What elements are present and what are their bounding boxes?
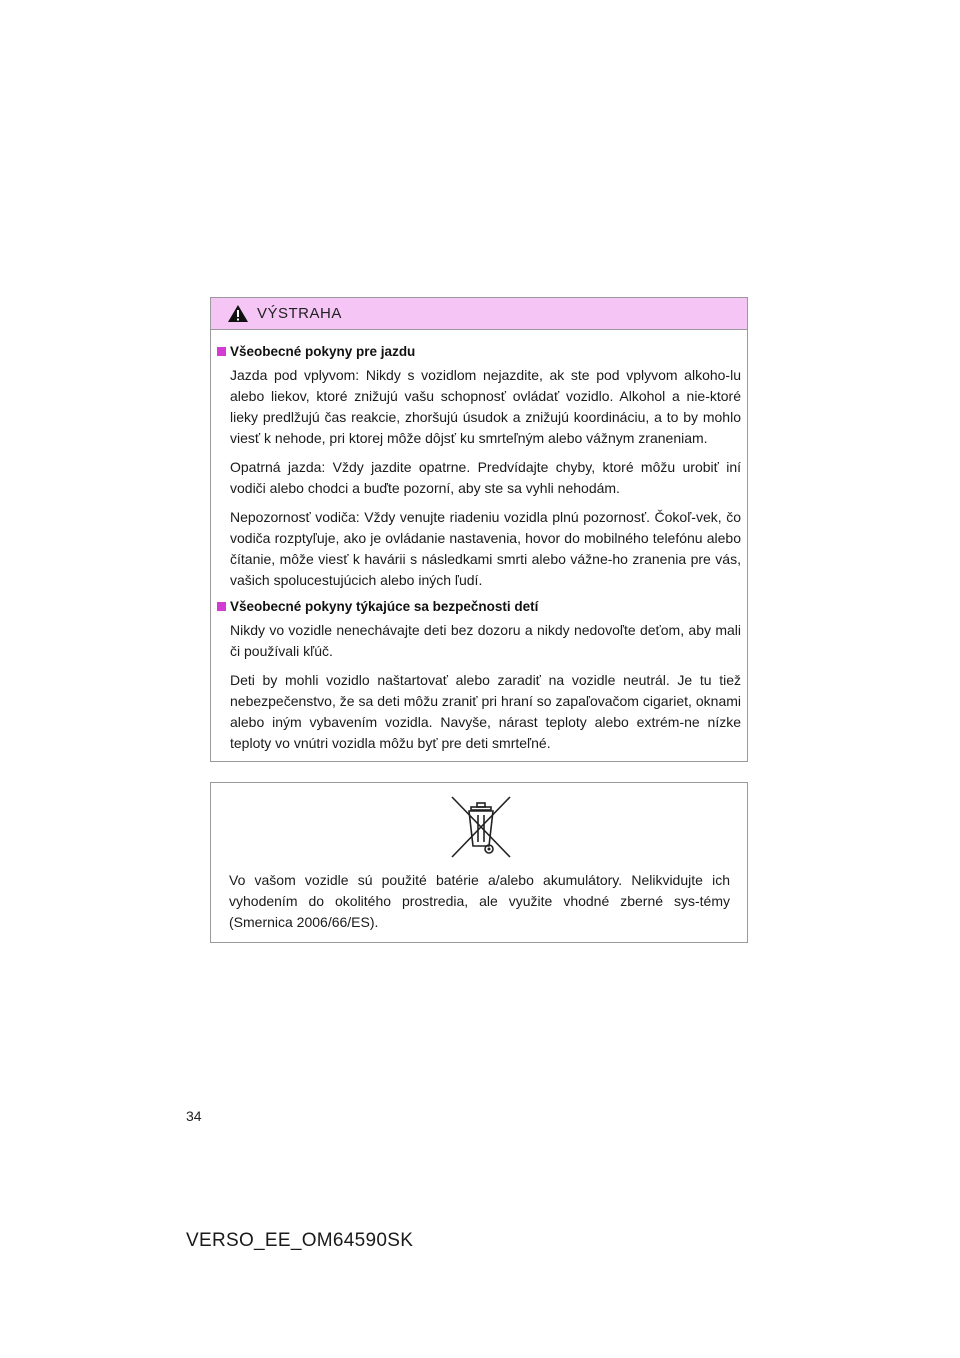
paragraph-careful-driving: Opatrná jazda: Vždy jazdite opatrne. Predvídajte chyby, ktoré môžu urobiť iní vodiči alebo chodci a buďte pozorní, aby ste sa vyhli nehodám.	[230, 459, 741, 496]
paragraph-alcohol: Jazda pod vplyvom: Nikdy s vozidlom nejazdite, ak ste pod vplyvom alkoho-lu alebo liekov, ktoré znižujú vašu schopnosť ovládať vozidlo. Alkohol a nie-ktoré lieky predlžujú čas reakcie, zhoršujú úsudok a znižujú koordináciu, a to by mohlo viesť k nehode, pri ktorej môže dôjsť ku smrteľným alebo vážnym zraneniam.	[230, 367, 741, 446]
section-heading-driving	[217, 344, 741, 359]
warning-box	[210, 297, 748, 762]
warning-header	[211, 298, 747, 330]
recycle-notice-text: Vo vašom vozidle sú použité batérie a/alebo akumulátory. Nelikvidujte ich vyhodením do okolitého prostredia, ale využite vhodné zberné sys-témy (Smernica 2006/66/ES).	[229, 872, 730, 930]
section-heading-child-safety	[217, 599, 741, 614]
paragraph-driver-attention: Nepozornosť vodiča: Vždy venujte riadeniu vozidla plnú pozornosť. Čokoľ-vek, čo vodiča rozptyľuje, ako je ovládanie nastavenia, hovor do mobilného telefónu alebo čítanie, môže viesť k havárii s následkami smrti alebo vážne-ho zranenia pre vás, vašich spolucestujúcich alebo iných ľudí.	[230, 509, 741, 588]
page-number: 34	[186, 1108, 202, 1124]
warning-triangle-icon	[227, 304, 249, 323]
paragraph-children-unattended: Nikdy vo vozidle nenechávajte deti bez dozoru a nikdy nedovoľte deťom, aby mali či používali kľúč.	[230, 622, 741, 659]
square-bullet-icon	[217, 347, 226, 356]
recycle-notice-box	[210, 782, 748, 943]
crossed-out-wheelie-bin-icon	[449, 794, 513, 860]
section-heading-text: Všeobecné pokyny týkajúce sa bezpečnosti detí	[230, 599, 539, 614]
document-code: VERSO_EE_OM64590SK	[186, 1230, 414, 1251]
section-heading-text: Všeobecné pokyny pre jazdu	[230, 344, 416, 359]
warning-title: VÝSTRAHA	[257, 305, 342, 322]
warning-body	[211, 330, 747, 754]
square-bullet-icon	[217, 602, 226, 611]
paragraph-children-dangers: Deti by mohli vozidlo naštartovať alebo zaradiť na vozidle neutrál. Je tu tiež nebezpečenstvo, že sa deti môžu zraniť pri hraní so zapaľovačom cigariet, oknami alebo iným vybavením vozidla. Navyše, nárast teploty alebo extrém-ne nízke teploty vo vnútri vozidla môžu byť pre deti smrteľné.	[230, 672, 741, 751]
